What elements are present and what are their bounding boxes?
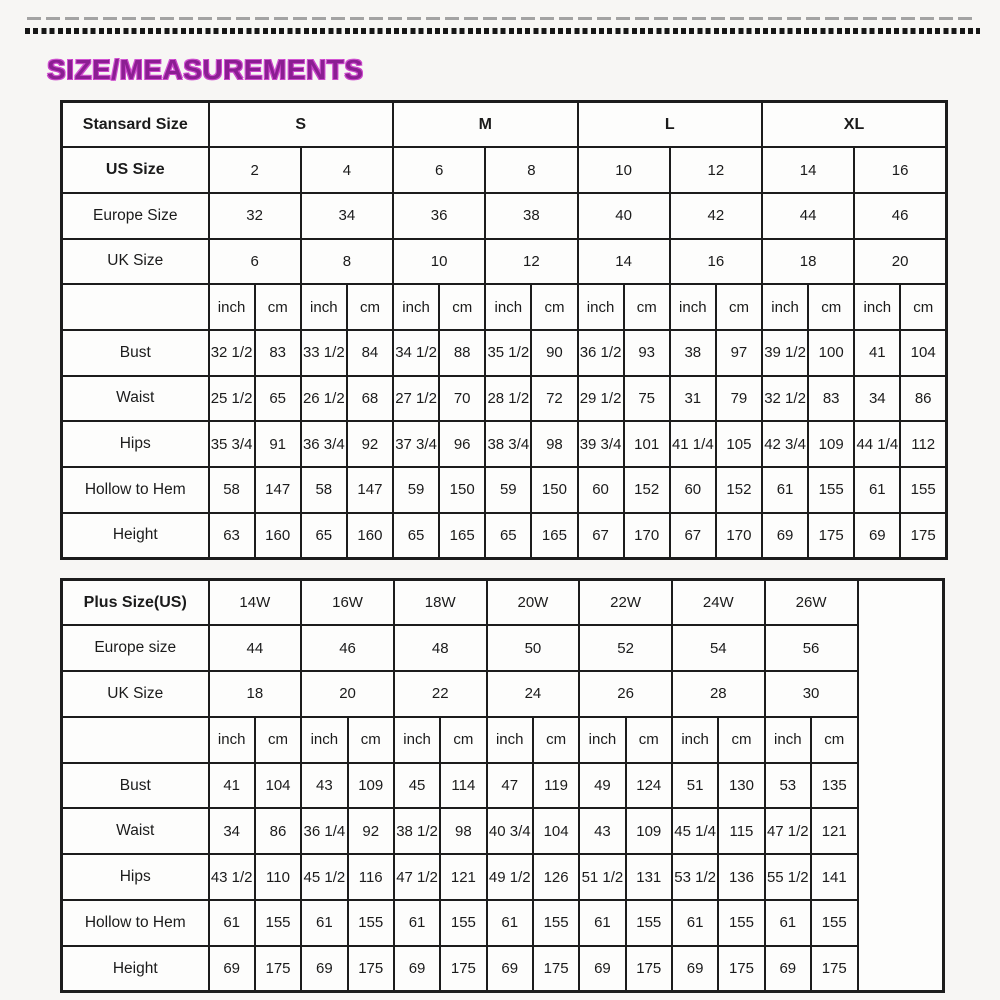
cell: 124 [626,763,672,809]
cell: XL [762,102,947,148]
cell: 49 [579,763,625,809]
cell: 101 [624,421,670,467]
cell: 49 1/2 [487,854,533,900]
row-label: Bust [62,763,209,809]
table-row [62,763,944,809]
cell: 175 [811,946,858,992]
cell: 46 [854,193,946,239]
cell: 28 [672,671,765,717]
cell: 31 [670,376,716,422]
cell: cm [440,717,486,763]
cell: 65 [301,513,347,559]
cell: 61 [301,900,347,946]
cell: 58 [209,467,255,513]
cell: 36 1/2 [578,330,624,376]
cell: 136 [718,854,764,900]
cell: 150 [439,467,485,513]
row-label: Height [62,946,209,992]
cell: 42 3/4 [762,421,808,467]
plus-size-table [60,578,945,993]
divider-dashed-thin [27,17,973,20]
cell: inch [209,284,255,330]
cell: 40 3/4 [487,808,533,854]
cell: 100 [808,330,854,376]
row-label: Height [62,513,209,559]
cell: 67 [578,513,624,559]
cell: 56 [765,625,858,671]
cell: 38 [670,330,716,376]
cell: 51 [672,763,718,809]
cell: 22 [394,671,487,717]
row-label: Hips [62,854,209,900]
cell: 104 [255,763,301,809]
cell: 12 [485,239,577,285]
cell: 165 [531,513,577,559]
row-label: US Size [62,147,209,193]
cell: 45 [394,763,440,809]
cell: 38 [485,193,577,239]
cell: 33 1/2 [301,330,347,376]
cell: cm [808,284,854,330]
cell: 69 [672,946,718,992]
row-label: Hollow to Hem [62,900,209,946]
cell: 92 [348,808,394,854]
cell: 36 1/4 [301,808,347,854]
row-label: Plus Size(US) [62,580,209,626]
cell: 34 [209,808,255,854]
row-label: Hips [62,421,209,467]
cell: S [209,102,394,148]
cell: 155 [626,900,672,946]
cell: 22W [579,580,672,626]
cell: 147 [347,467,393,513]
cell: 53 [765,763,811,809]
row-label [62,284,209,330]
cell: 175 [255,946,301,992]
cell: 170 [716,513,762,559]
cell: 38 3/4 [485,421,531,467]
cell: 72 [531,376,577,422]
cell: 126 [533,854,579,900]
cell: 109 [348,763,394,809]
table-row [62,239,947,285]
cell: 32 [209,193,301,239]
cell: 41 [854,330,900,376]
cell: 155 [440,900,486,946]
cell: 69 [394,946,440,992]
cell: 20W [487,580,580,626]
cell: 67 [670,513,716,559]
cell: cm [900,284,946,330]
cell: 131 [626,854,672,900]
cell: 39 3/4 [578,421,624,467]
cell: 121 [811,808,858,854]
cell: cm [255,717,301,763]
cell: cm [624,284,670,330]
table-row [62,467,947,513]
empty-column [858,580,944,992]
cell: 45 1/2 [301,854,347,900]
row-label: Waist [62,808,209,854]
cell: 155 [533,900,579,946]
cell: 18 [762,239,854,285]
cell: 38 1/2 [394,808,440,854]
cell: 98 [440,808,486,854]
cell: 28 1/2 [485,376,531,422]
cell: 47 1/2 [394,854,440,900]
cell: 61 [579,900,625,946]
row-label: Stansard Size [62,102,209,148]
cell: 155 [808,467,854,513]
cell: inch [485,284,531,330]
cell: 10 [393,239,485,285]
cell: 75 [624,376,670,422]
cell: 16 [854,147,946,193]
cell: 53 1/2 [672,854,718,900]
cell: 170 [624,513,670,559]
row-label: UK Size [62,671,209,717]
cell: inch [854,284,900,330]
cell: 47 [487,763,533,809]
cell: 175 [900,513,946,559]
cell: 65 [255,376,301,422]
divider-dotted-thick [25,28,980,34]
cell: 18 [209,671,302,717]
cell: 90 [531,330,577,376]
cell: 83 [808,376,854,422]
cell: 96 [439,421,485,467]
cell: 44 [209,625,302,671]
table-row [62,102,947,148]
cell: 86 [900,376,946,422]
cell: 116 [348,854,394,900]
cell: 43 1/2 [209,854,255,900]
table-row [62,513,947,559]
cell: cm [255,284,301,330]
cell: 41 [209,763,255,809]
cell: 69 [579,946,625,992]
cell: 14W [209,580,302,626]
cell: 26 [579,671,672,717]
cell: 115 [718,808,764,854]
cell: 121 [440,854,486,900]
row-label: Hollow to Hem [62,467,209,513]
cell: cm [533,717,579,763]
cell: inch [301,284,347,330]
cell: cm [718,717,764,763]
cell: 69 [487,946,533,992]
cell: 109 [626,808,672,854]
cell: 97 [716,330,762,376]
cell: 14 [578,239,670,285]
cell: 152 [624,467,670,513]
cell: 51 1/2 [579,854,625,900]
cell: 26 1/2 [301,376,347,422]
cell: inch [762,284,808,330]
cell: cm [531,284,577,330]
cell: cm [626,717,672,763]
cell: 70 [439,376,485,422]
cell: inch [578,284,624,330]
cell: inch [301,717,347,763]
cell: 119 [533,763,579,809]
cell: 93 [624,330,670,376]
cell: 63 [209,513,255,559]
cell: 55 1/2 [765,854,811,900]
cell: 27 1/2 [393,376,439,422]
table-row [62,330,947,376]
cell: 175 [348,946,394,992]
cell: 8 [301,239,393,285]
cell: 43 [301,763,347,809]
cell: 36 [393,193,485,239]
cell: 16 [670,239,762,285]
cell: 104 [533,808,579,854]
cell: 175 [626,946,672,992]
table-row [62,193,947,239]
cell: 79 [716,376,762,422]
cell: 61 [394,900,440,946]
table-row [62,808,944,854]
cell: 61 [672,900,718,946]
cell: 35 1/2 [485,330,531,376]
cell: 25 1/2 [209,376,255,422]
cell: 160 [255,513,301,559]
cell: 69 [762,513,808,559]
table-row [62,900,944,946]
cell: 155 [718,900,764,946]
cell: 152 [716,467,762,513]
cell: 34 [301,193,393,239]
cell: inch [394,717,440,763]
cell: 46 [301,625,394,671]
cell: 58 [301,467,347,513]
cell: 60 [670,467,716,513]
cell: 61 [762,467,808,513]
cell: 91 [255,421,301,467]
cell: 40 [578,193,670,239]
cell: M [393,102,578,148]
table-row [62,284,947,330]
cell: 14 [762,147,854,193]
cell: 84 [347,330,393,376]
table-row [62,717,944,763]
cell: 54 [672,625,765,671]
cell: 6 [393,147,485,193]
cell: 36 3/4 [301,421,347,467]
row-label: Europe size [62,625,209,671]
cell: 175 [718,946,764,992]
cell: inch [579,717,625,763]
cell: L [578,102,763,148]
cell: 12 [670,147,762,193]
cell: 43 [579,808,625,854]
cell: 59 [485,467,531,513]
cell: 42 [670,193,762,239]
cell: 8 [485,147,577,193]
cell: 20 [301,671,394,717]
cell: 34 [854,376,900,422]
cell: 29 1/2 [578,376,624,422]
cell: 61 [209,900,255,946]
cell: inch [209,717,255,763]
cell: 45 1/4 [672,808,718,854]
table-row [62,854,944,900]
cell: 155 [348,900,394,946]
row-label: Bust [62,330,209,376]
cell: cm [716,284,762,330]
cell: 65 [393,513,439,559]
cell: 69 [765,946,811,992]
cell: 26W [765,580,858,626]
cell: 20 [854,239,946,285]
cell: 44 1/4 [854,421,900,467]
cell: 32 1/2 [762,376,808,422]
cell: 83 [255,330,301,376]
cell: 109 [808,421,854,467]
cell: 44 [762,193,854,239]
row-label [62,717,209,763]
cell: inch [670,284,716,330]
table-row [62,580,944,626]
cell: 2 [209,147,301,193]
cell: 48 [394,625,487,671]
cell: 41 1/4 [670,421,716,467]
cell: 135 [811,763,858,809]
cell: 175 [533,946,579,992]
cell: 69 [854,513,900,559]
cell: 59 [393,467,439,513]
cell: 114 [440,763,486,809]
cell: 175 [808,513,854,559]
cell: 68 [347,376,393,422]
row-label: Europe Size [62,193,209,239]
cell: 52 [579,625,672,671]
table-row [62,421,947,467]
cell: 4 [301,147,393,193]
cell: inch [487,717,533,763]
cell: 141 [811,854,858,900]
cell: 61 [854,467,900,513]
row-label: Waist [62,376,209,422]
table-row [62,376,947,422]
cell: 16W [301,580,394,626]
standard-size-table [60,100,948,560]
cell: 39 1/2 [762,330,808,376]
cell: 130 [718,763,764,809]
cell: 24W [672,580,765,626]
cell: 105 [716,421,762,467]
cell: 47 1/2 [765,808,811,854]
cell: 61 [765,900,811,946]
cell: cm [439,284,485,330]
cell: 18W [394,580,487,626]
cell: 110 [255,854,301,900]
cell: 61 [487,900,533,946]
table-row [62,946,944,992]
cell: inch [765,717,811,763]
cell: 69 [209,946,255,992]
cell: 37 3/4 [393,421,439,467]
cell: inch [672,717,718,763]
cell: 155 [900,467,946,513]
cell: 155 [811,900,858,946]
table-row [62,671,944,717]
cell: 165 [439,513,485,559]
cell: 86 [255,808,301,854]
cell: 92 [347,421,393,467]
cell: 155 [255,900,301,946]
cell: 147 [255,467,301,513]
table-row [62,625,944,671]
cell: 30 [765,671,858,717]
cell: 24 [487,671,580,717]
cell: 104 [900,330,946,376]
cell: 10 [578,147,670,193]
cell: 35 3/4 [209,421,255,467]
page-title: SIZE/MEASUREMENTS [47,54,364,85]
cell: 50 [487,625,580,671]
cell: cm [348,717,394,763]
cell: 6 [209,239,301,285]
cell: 112 [900,421,946,467]
table-row [62,147,947,193]
cell: cm [347,284,393,330]
cell: 34 1/2 [393,330,439,376]
cell: 69 [301,946,347,992]
cell: 150 [531,467,577,513]
cell: 88 [439,330,485,376]
cell: cm [811,717,858,763]
cell: inch [393,284,439,330]
cell: 98 [531,421,577,467]
cell: 160 [347,513,393,559]
cell: 60 [578,467,624,513]
cell: 32 1/2 [209,330,255,376]
cell: 175 [440,946,486,992]
row-label: UK Size [62,239,209,285]
cell: 65 [485,513,531,559]
